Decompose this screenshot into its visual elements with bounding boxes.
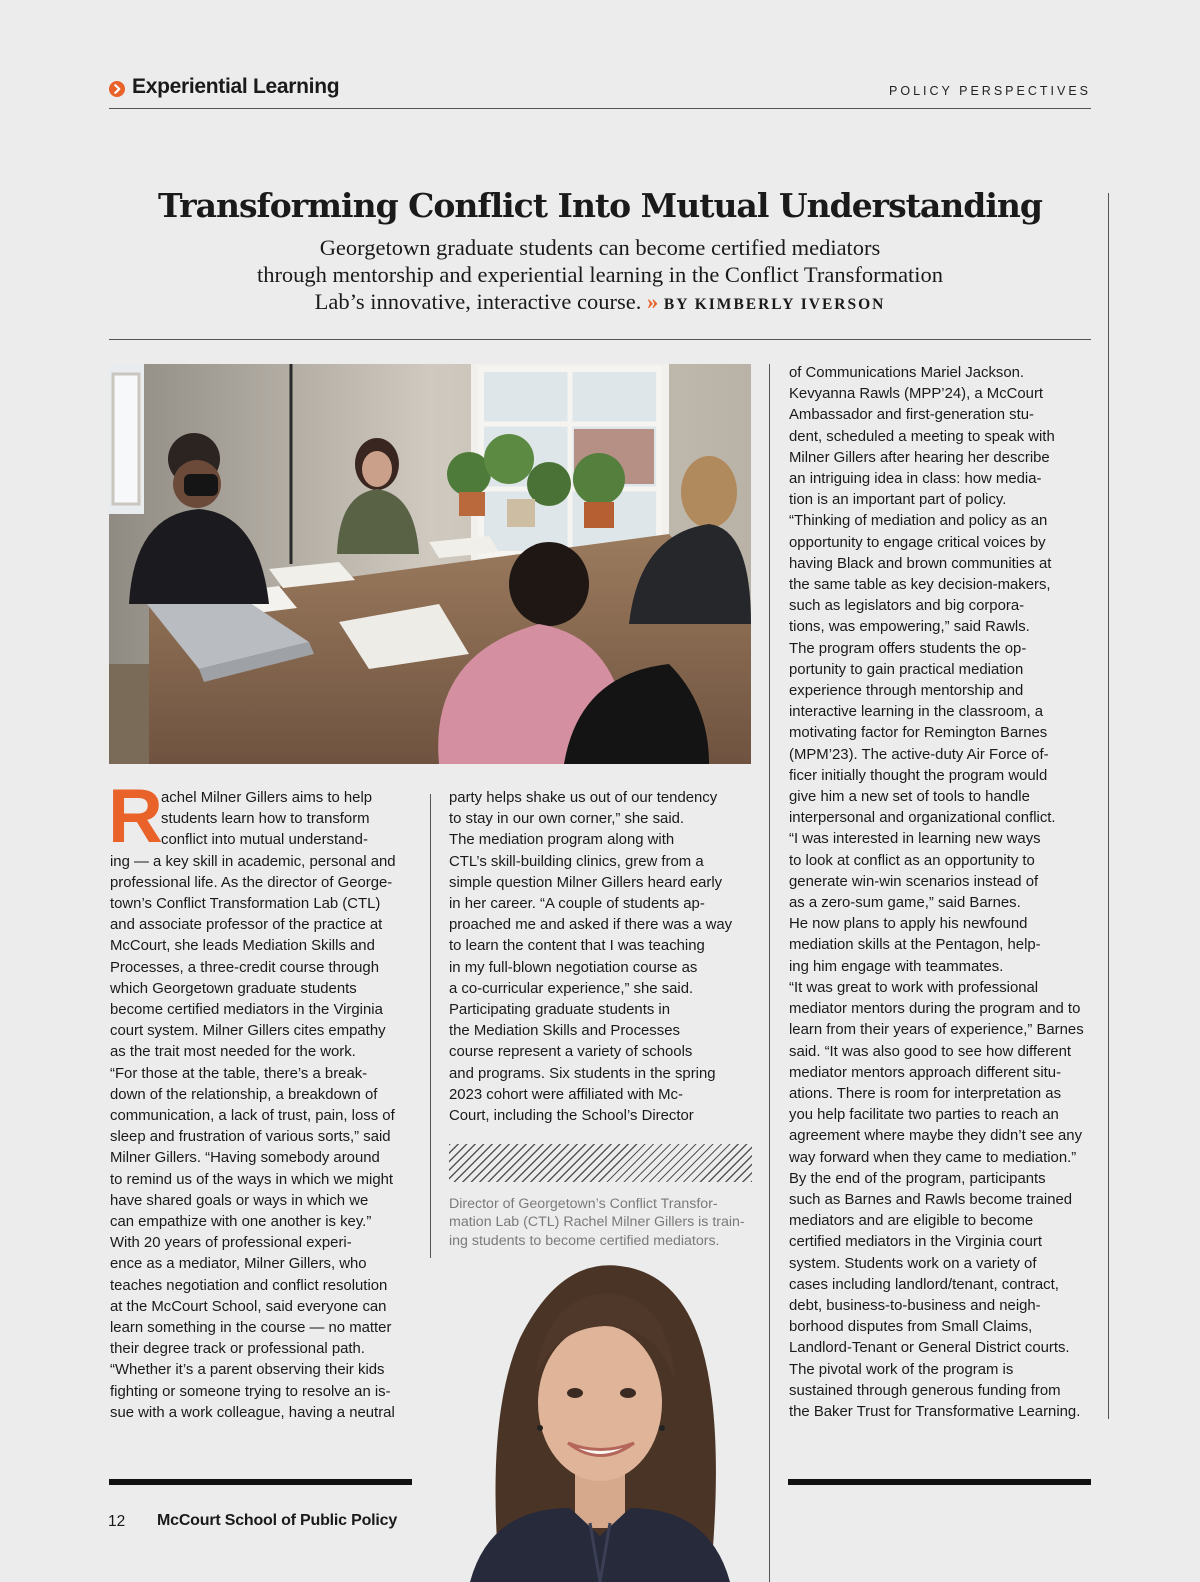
body-line: conflict into mutual understand- (161, 832, 368, 849)
body-line: “It was great to work with professional (789, 979, 1039, 996)
body-line: to look at conflict as an opportunity to (789, 852, 1035, 869)
body-line: “For those at the table, there’s a break- (110, 1065, 368, 1082)
body-line: party helps shake us out of our tendency (449, 790, 718, 806)
dek-line-with-byline (150, 288, 1050, 318)
body-line: to remind us of the ways in which we might (110, 1171, 394, 1188)
body-line: Participating graduate students in (449, 1002, 671, 1019)
body-line: in her career. “A couple of students ap- (449, 896, 705, 913)
dek-line: through mentorship and experiential learning in the Conflict Transformation (256, 262, 944, 287)
caption-line: ing students to become certified mediators. (449, 1232, 720, 1249)
body-line: 2023 cohort were affiliated with Mc- (449, 1086, 683, 1103)
body-line: professional life. As the director of George- (110, 874, 393, 891)
body-line: “Thinking of mediation and policy as an (789, 513, 1048, 530)
body-line: court system. Milner Gillers cites empathy (110, 1023, 386, 1040)
body-line: mediation skills at the Pentagon, help- (789, 937, 1041, 954)
body-line: way forward when they came to mediation.” (789, 1149, 1077, 1166)
column-divider (769, 364, 770, 1582)
body-line: system. Students work on a variety of (789, 1255, 1037, 1272)
body-line: He now plans to apply his newfound (789, 916, 1028, 933)
body-line: down of the relationship, a breakdown of (110, 1086, 378, 1103)
body-line: and programs. Six students in the spring (449, 1065, 716, 1082)
body-line: McCourt, she leads Mediation Skills and (110, 938, 375, 955)
body-line: to learn the content that I was teaching (449, 938, 705, 955)
caption-line: mation Lab (CTL) Rachel Milner Gillers is train- (449, 1214, 745, 1231)
body-line: ing — a key skill in academic, personal and (110, 853, 396, 870)
body-line: become certified mediators in the Virginia (110, 1002, 383, 1019)
publication-title: POLICY PERSPECTIVES (889, 84, 1091, 98)
body-line: interactive learning in the classroom, a (789, 704, 1044, 721)
body-line: Milner Gillers. “Having somebody around (110, 1150, 380, 1167)
body-line: as the trait most needed for the work. (110, 1044, 356, 1061)
body-line: The mediation program along with (449, 832, 675, 849)
body-line: learn from their years of experience,” Barnes (789, 1022, 1084, 1039)
body-line: borhood disputes from Small Claims, (789, 1319, 1033, 1336)
body-line: and associate professor of the practice at (110, 917, 383, 934)
body-line: Landlord-Tenant or General District courts. (789, 1340, 1070, 1357)
body-line: the Mediation Skills and Processes (449, 1023, 680, 1040)
body-line: achel Milner Gillers aims to help (161, 790, 373, 806)
journal-name: McCourt School of Public Policy (157, 1512, 398, 1529)
right-margin-rule (1108, 193, 1109, 1419)
photo-caption (449, 1195, 749, 1250)
body-column-1 (108, 774, 415, 1424)
body-line: learn something in the course — no matter (110, 1320, 392, 1337)
body-line: having Black and brown communities at (789, 555, 1052, 572)
chevron-circle-icon (109, 81, 125, 97)
body-line: ations. There is room for interpretation as (789, 1085, 1062, 1102)
body-line: course represent a variety of schools (449, 1044, 693, 1061)
caption-line: Director of Georgetown’s Conflict Transfor- (449, 1196, 718, 1212)
dek-line: Lab’s innovative, interactive course. (314, 289, 642, 314)
body-line: sleep and frustration of various sorts,” said (110, 1129, 391, 1146)
body-line: Kevyanna Rawls (MPP’24), a McCourt (789, 386, 1044, 403)
body-line: have shared goals or ways in which we (110, 1192, 369, 1209)
body-line: motivating factor for Remington Barnes (789, 725, 1048, 742)
body-line: ing him engage with teammates. (789, 958, 1004, 975)
body-line: CTL’s skill-building clinics, grew from a (449, 853, 704, 870)
dek-line: Georgetown graduate students can become certified mediators (319, 235, 881, 260)
hatch-pattern-decoration (449, 1144, 752, 1182)
body-line: cases including landlord/tenant, contract, (789, 1276, 1059, 1293)
body-line: experience through mentorship and (789, 683, 1024, 700)
body-line: agreement where maybe they didn’t see any (789, 1128, 1083, 1145)
byline: BY KIMBERLY IVERSON (663, 296, 886, 313)
body-line: you help facilitate two parties to reach an (789, 1107, 1059, 1124)
body-line: the same table as key decision-makers, (789, 577, 1051, 594)
body-line: interpersonal and organizational conflict. (789, 810, 1056, 827)
body-line: ence as a mediator, Milner Gillers, who (110, 1256, 367, 1273)
byline-arrow-icon: » (647, 289, 659, 314)
body-line: at the McCourt School, said everyone can (110, 1298, 387, 1315)
body-line: their degree track or professional path. (110, 1341, 365, 1358)
body-line: mediator mentors approach different situ- (789, 1064, 1062, 1081)
body-line: as a zero-sum game,” said Barnes. (789, 895, 1021, 912)
body-line: students learn how to transform (161, 811, 370, 828)
body-line: of Communications Mariel Jackson. (789, 365, 1025, 381)
footer-bar (109, 1479, 412, 1485)
body-line: a co-curricular experience,” she said. (449, 980, 694, 997)
body-line: sustained through generous funding from (789, 1382, 1061, 1399)
body-line: mediators and are eligible to become (789, 1213, 1034, 1230)
body-line: Milner Gillers after hearing her describe (789, 449, 1050, 466)
body-line: mediator mentors during the program and to (789, 1001, 1081, 1018)
body-line: such as Barnes and Rawls become trained (789, 1191, 1073, 1208)
body-line: “I was interested in learning new ways (789, 831, 1041, 848)
body-line: opportunity to engage critical voices by (789, 534, 1046, 551)
body-line: fighting or someone trying to resolve an is- (110, 1383, 391, 1400)
body-line: the Baker Trust for Transformative Learning. (789, 1403, 1081, 1420)
body-line: certified mediators in the Virginia court (789, 1234, 1042, 1251)
body-line: debt, business-to-business and neigh- (789, 1297, 1041, 1314)
body-line: said. “It was also good to see how different (789, 1043, 1071, 1060)
body-line: Ambassador and first-generation stu- (789, 407, 1034, 424)
article-headline: Transforming Conflict Into Mutual Understanding (158, 186, 1042, 225)
headline-divider (109, 339, 1091, 340)
header-divider (109, 108, 1091, 109)
body-line: in my full-blown negotiation course as (449, 959, 698, 976)
body-line: dent, scheduled a meeting to speak with (789, 428, 1055, 445)
body-line: which Georgetown graduate students (110, 980, 357, 997)
body-line: Processes, a three-credit course through (110, 959, 379, 976)
portrait-photo (430, 1258, 769, 1582)
footer-bar (788, 1479, 1091, 1485)
body-line: “Whether it’s a parent observing their kids (110, 1362, 385, 1379)
body-line: town’s Conflict Transformation Lab (CTL) (110, 896, 381, 913)
body-line: (MPM’23). The active-duty Air Force of- (789, 746, 1049, 763)
body-line: give him a new set of tools to handle (789, 789, 1030, 806)
classroom-photo (109, 364, 751, 764)
section-title: Experiential Learning (132, 75, 340, 98)
body-line: tion is an important part of policy. (789, 492, 1007, 509)
page-number: 12 (108, 1513, 126, 1530)
body-line: Court, including the School’s Director (449, 1108, 694, 1125)
article-dek (150, 234, 1050, 318)
body-line: to stay in our own corner,” she said. (449, 811, 685, 828)
body-column-2 (449, 788, 754, 1127)
body-line: tions, was empowering,” said Rawls. (789, 619, 1030, 636)
body-line: By the end of the program, participants (789, 1170, 1046, 1187)
body-line: simple question Milner Gillers heard early (449, 874, 723, 891)
body-line: The program offers students the op- (789, 640, 1027, 657)
drop-cap: R (108, 774, 163, 859)
body-line: such as legislators and big corpora- (789, 598, 1025, 615)
body-line: teaches negotiation and conflict resolution (110, 1277, 388, 1294)
body-line: ficer initially thought the program would (789, 767, 1048, 784)
body-line: portunity to gain practical mediation (789, 661, 1024, 678)
body-line: sue with a work colleague, having a neutral (110, 1404, 395, 1421)
body-column-3 (789, 363, 1099, 1423)
body-line: communication, a lack of trust, pain, loss of (110, 1108, 395, 1125)
body-line: generate win-win scenarios instead of (789, 873, 1039, 890)
body-line: With 20 years of professional experi- (110, 1235, 352, 1252)
body-line: an intriguing idea in class: how media- (789, 471, 1042, 488)
body-line: can empathize with one another is key.” (110, 1214, 372, 1231)
body-line: proached me and asked if there was a way (449, 917, 733, 934)
body-line: The pivotal work of the program is (789, 1361, 1014, 1378)
